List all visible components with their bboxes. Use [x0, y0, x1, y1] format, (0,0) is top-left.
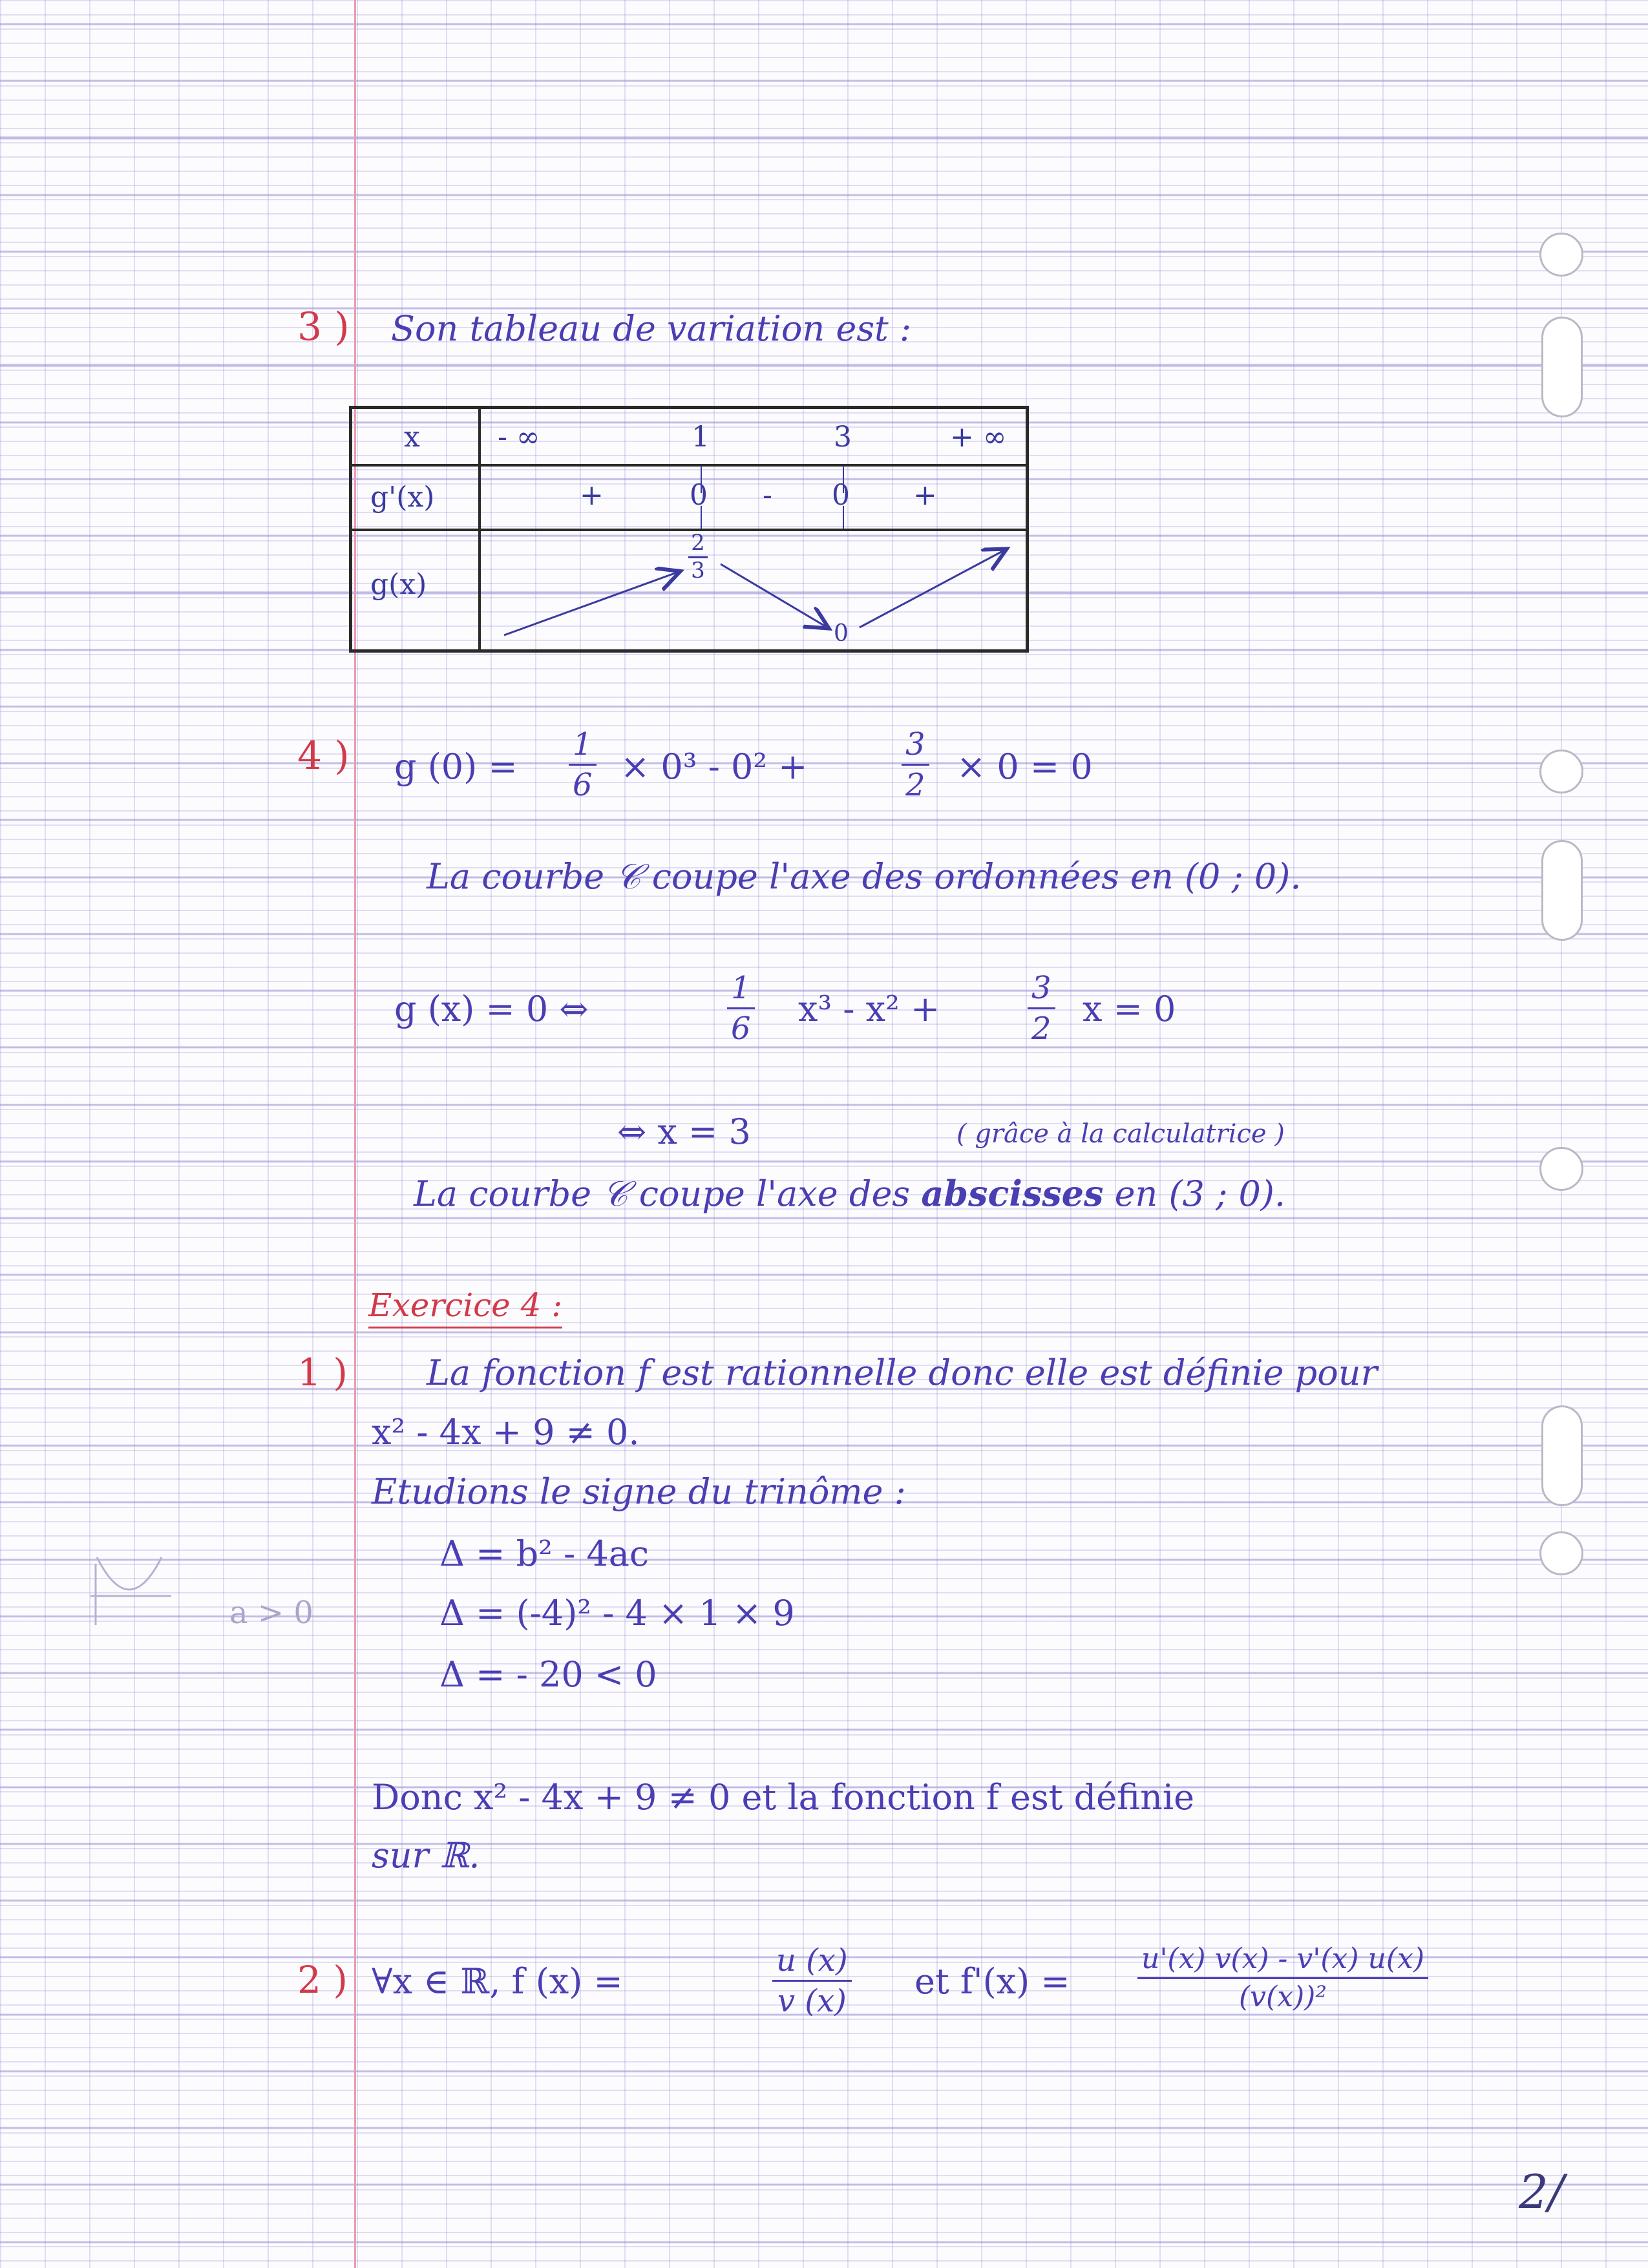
binder-hole	[1539, 750, 1583, 793]
margin-note: a > 0	[229, 1595, 313, 1631]
fraction-quotient-rule: u'(x) v(x) - v'(x) u(x) (v(x))²	[1137, 1945, 1428, 2011]
equation-gx-right: x = 0	[1083, 989, 1176, 1029]
fraction-three-halves: 3 2	[1028, 972, 1055, 1044]
binder-hole	[1539, 233, 1583, 277]
equation-g0-right: × 0 = 0	[956, 746, 1093, 787]
conclusion-line2: sur ℝ.	[372, 1835, 480, 1876]
intercept-x-sentence: La courbe 𝒞 coupe l'axe des abscisses en (3 ; 0).	[414, 1173, 1286, 1214]
question-3-text: Son tableau de variation est :	[391, 308, 912, 349]
increasing-arrow	[860, 550, 1005, 627]
question-number-3: 3 )	[297, 304, 350, 350]
table-label-derivative: g'(x)	[370, 481, 435, 514]
fraction-three-halves: 3 2	[902, 729, 929, 801]
decreasing-arrow	[721, 564, 827, 627]
question-number-2: 2 )	[297, 1958, 348, 2002]
fraction-u-over-v: u (x) v (x)	[772, 1945, 852, 2017]
table-derivative-sign: -	[763, 479, 772, 512]
f-prime-definition-left: et f'(x) =	[914, 1961, 1070, 2002]
abscisses-word: abscisses	[921, 1173, 1104, 1214]
variation-arrows	[352, 409, 1032, 656]
equation-gx-middle: x³ - x² +	[798, 989, 940, 1029]
delta-formula: Δ = b² - 4ac	[439, 1533, 650, 1574]
table-derivative-sign: +	[580, 479, 604, 512]
table-derivative-sign: 0	[832, 479, 850, 512]
binder-hole	[1541, 317, 1583, 417]
parabola-sketch	[84, 1551, 174, 1628]
binder-hole	[1539, 1147, 1583, 1191]
delta-result: Δ = - 20 < 0	[439, 1654, 657, 1695]
variation-table	[349, 406, 1029, 653]
binder-hole	[1541, 1405, 1583, 1506]
table-x-value: 3	[834, 421, 852, 454]
question-number-4: 4 )	[297, 733, 350, 779]
margin-line	[354, 0, 356, 2268]
table-x-value: 1	[692, 421, 710, 454]
binder-hole	[1541, 840, 1583, 941]
equation-g0-left: g (0) =	[394, 746, 518, 787]
study-trinomial-sentence: Etudions le signe du trinôme :	[372, 1471, 906, 1512]
table-x-value: - ∞	[498, 421, 540, 454]
table-derivative-sign: +	[913, 479, 937, 512]
table-min-value: 0	[834, 620, 849, 647]
delta-substitution: Δ = (-4)² - 4 × 1 × 9	[439, 1593, 795, 1633]
f-definition-left: ∀x ∈ ℝ, f (x) =	[372, 1961, 623, 2002]
fraction-one-sixth: 1 6	[727, 972, 755, 1044]
table-x-value: + ∞	[950, 421, 1007, 454]
table-label-x: x	[404, 421, 420, 454]
fraction-one-sixth: 1 6	[569, 729, 597, 801]
domain-sentence-line1: La fonction f est rationnelle donc elle est définie pour	[427, 1352, 1378, 1393]
increasing-arrow	[504, 572, 679, 635]
table-max-num: 2	[691, 530, 705, 556]
equation-solution: ⇔ x = 3	[617, 1111, 751, 1152]
calculator-note: ( grâce à la calculatrice )	[956, 1119, 1285, 1149]
domain-sentence-line2: x² - 4x + 9 ≠ 0.	[372, 1412, 640, 1453]
conclusion-line1: Donc x² - 4x + 9 ≠ 0 et la fonction f est définie	[372, 1777, 1195, 1818]
table-label-function: g(x)	[370, 568, 427, 601]
page-number: 2/	[1519, 2165, 1565, 2219]
intercept-y-sentence: La courbe 𝒞 coupe l'axe des ordonnées en (0 ; 0).	[427, 856, 1302, 897]
equation-gx-left: g (x) = 0 ⇔	[394, 989, 589, 1029]
exercise-4-title: Exercice 4 :	[368, 1289, 562, 1321]
equation-g0-middle: × 0³ - 0² +	[620, 746, 808, 787]
table-max-den: 3	[691, 557, 705, 583]
question-number-1: 1 )	[297, 1350, 348, 1394]
table-derivative-sign: 0	[690, 479, 708, 512]
binder-hole	[1539, 1531, 1583, 1575]
